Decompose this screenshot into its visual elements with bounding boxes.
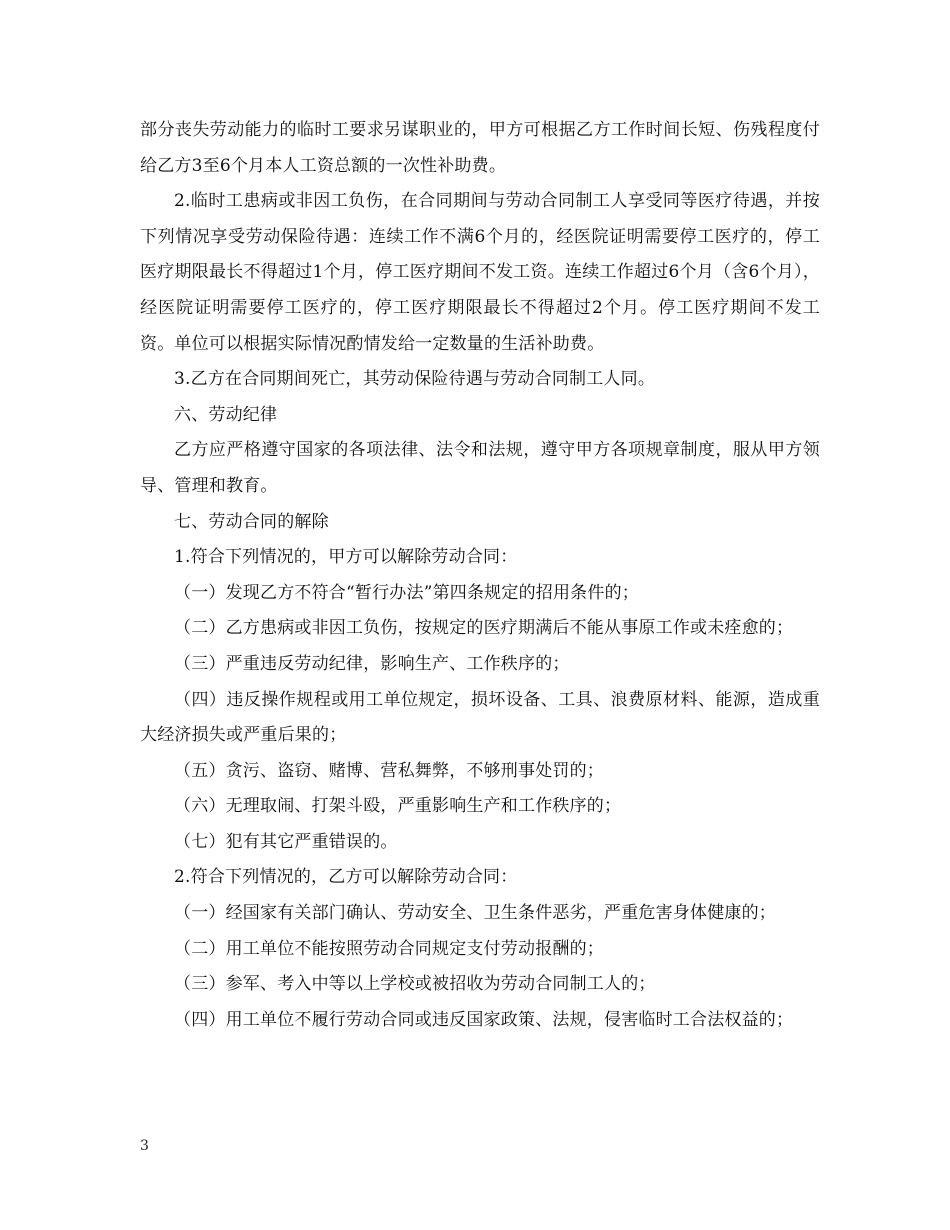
list-item-employer-1: （一）发现乙方不符合“暂行办法”第四条规定的招用条件的；: [174, 582, 639, 603]
document-body: [140, 113, 820, 1038]
paragraph-illness-treatment: 2.临时工患病或非因工负伤，在合同期间与劳动合同制工人享受同等医疗待遇，并按下列情况享受劳动保险待遇：连续工作不满6个月的，经医院证明需要停工医疗的，停工医疗期限最长不得超过1个月，停工医疗期间不发工资。连续工作超过6个月（含6个月），经医院证明需要停工医疗的，停工医疗期限最长不得超过2个月。停工医疗期间不发工资。单位可以根据实际情况酌情发给一定数量的生活补助费。: [140, 191, 820, 354]
section-heading-labor-discipline: 六、劳动纪律: [174, 404, 278, 425]
list-item-employer-6: （六）无理取闹、打架斗殴，严重影响生产和工作秩序的；: [174, 796, 622, 817]
section-heading-contract-termination: 七、劳动合同的解除: [174, 511, 329, 532]
paragraph-employer-termination-intro: 1.符合下列情况的，甲方可以解除劳动合同：: [174, 547, 518, 568]
list-item-employee-2: （二）用工单位不能按照劳动合同规定支付劳动报酬的；: [174, 938, 604, 959]
paragraph-employee-termination-intro: 2.符合下列情况的，乙方可以解除劳动合同：: [174, 867, 518, 888]
paragraph-death-benefits: 3.乙方在合同期间死亡，其劳动保险待遇与劳动合同制工人同。: [174, 369, 656, 390]
list-item-employee-1: （一）经国家有关部门确认、劳动安全、卫生条件恶劣，严重危害身体健康的；: [174, 903, 776, 924]
list-item-employee-3: （三）参军、考入中等以上学校或被招收为劳动合同制工人的；: [174, 974, 656, 995]
list-item-employer-3: （三）严重违反劳动纪律，影响生产、工作秩序的；: [174, 653, 570, 674]
list-item-employer-5: （五）贪污、盗窃、赌博、营私舞弊，不够刑事处罚的；: [174, 760, 604, 781]
page-number: 3: [140, 1138, 149, 1154]
paragraph-labor-discipline: 乙方应严格遵守国家的各项法律、法令和法规，遵守甲方各项规章制度，服从甲方领导、管理和教育。: [140, 440, 820, 496]
list-item-employer-4: （四）违反操作规程或用工单位规定，损坏设备、工具、浪费原材料、能源，造成重大经济损失或严重后果的；: [140, 689, 820, 746]
list-item-employer-2: （二）乙方患病或非因工负伤，按规定的医疗期满后不能从事原工作或未痊愈的；: [174, 618, 794, 639]
paragraph-disability-compensation: 部分丧失劳动能力的临时工要求另谋职业的，甲方可根据乙方工作时间长短、伤残程度付给乙方3至6个月本人工资总额的一次性补助费。: [140, 120, 820, 176]
list-item-employee-4: （四）用工单位不履行劳动合同或违反国家政策、法规，侵害临时工合法权益的；: [174, 1009, 794, 1030]
list-item-employer-7: （七）犯有其它严重错误的。: [174, 831, 398, 852]
